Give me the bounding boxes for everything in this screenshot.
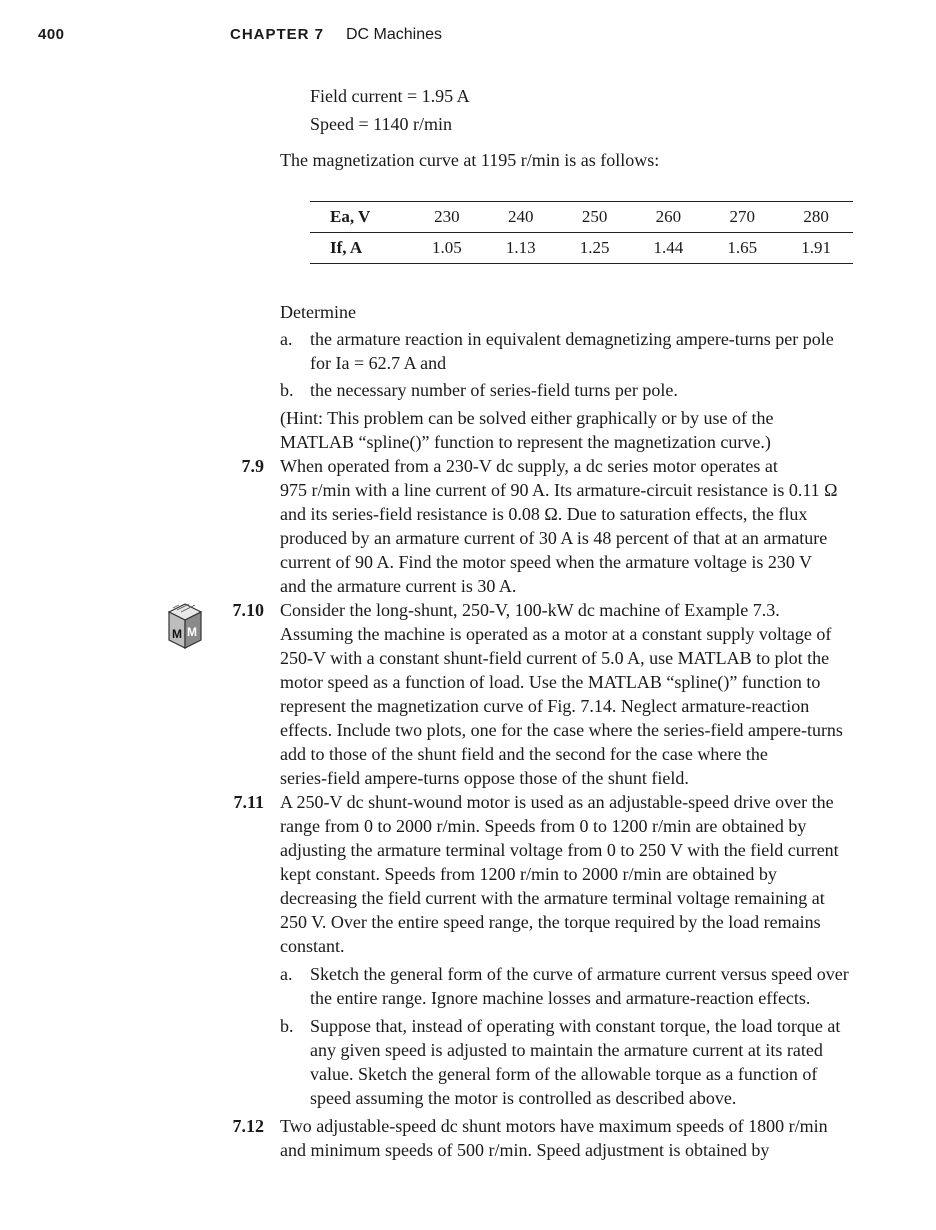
problem-line: represent the magnetization curve of Fig. 7.14. Neglect armature-reaction [280,696,810,716]
table-cell: 270 [705,202,779,233]
chapter-title: DC Machines [346,26,443,43]
problem-7-12-text [280,1114,828,1162]
problem-line: series-field ampere-turns oppose those of the shunt field. [280,768,689,788]
problem-line: effects. Include two plots, one for the case where the series-field ampere-turns [280,720,843,740]
page-number: 400 [38,26,65,43]
problem-line: adjusting the armature terminal voltage from 0 to 250 V with the field current [280,840,839,860]
problem-line: When operated from a 230-V dc supply, a dc series motor operates at [280,456,778,476]
table-cell: 1.25 [558,233,632,264]
list-marker: a. [280,964,293,984]
problem-line: current of 90 A. Find the motor speed when the armature voltage is 230 V [280,552,813,572]
problem-line: speed assuming the motor is controlled as described above. [310,1088,737,1108]
given-speed: Speed = 1140 r/min [310,114,452,134]
chapter-label: CHAPTER 7 [230,26,325,43]
problem-line: 250-V with a constant shunt-field current of 5.0 A, use MATLAB to plot the [280,648,830,668]
problem-line: any given speed is adjusted to maintain the armature current at its rated [310,1040,823,1060]
problem-line: kept constant. Speeds from 1200 r/min to 2000 r/min are obtained by [280,864,777,884]
problem-number-7-9: 7.9 [241,456,264,476]
problem-number-7-11: 7.11 [233,792,264,812]
problem-line: add to those of the shunt field and the second for the case where the [280,744,768,764]
determine-a-line: for Ia = 62.7 A and [310,353,447,373]
problem-7-11-b [310,1014,840,1110]
problem-line: constant. [280,936,345,956]
hint-line: (Hint: This problem can be solved either graphically or by use of the [280,408,774,428]
table-cell: 240 [484,202,558,233]
problem-line: range from 0 to 2000 r/min. Speeds from 0 to 1200 r/min are obtained by [280,816,807,836]
list-marker: b. [280,1016,294,1036]
determine-title: Determine [280,302,356,322]
problem-line: Sketch the general form of the curve of armature current versus speed over [310,964,849,984]
table-row-label: If, A [310,233,410,264]
problem-line: Assuming the machine is operated as a motor at a constant supply voltage of [280,624,832,644]
problem-line: Two adjustable-speed dc shunt motors have maximum speeds of 1800 r/min [280,1116,828,1136]
problem-7-10-text [280,598,843,790]
problem-line: produced by an armature current of 30 A is 48 percent of that at an armature [280,528,828,548]
table-cell: 1.91 [779,233,853,264]
hint-line: MATLAB “spline()” function to represent the magnetization curve.) [280,432,771,452]
determine-a-line: the armature reaction in equivalent demagnetizing ampere-turns per pole [310,329,834,349]
table-cell: 1.13 [484,233,558,264]
problem-line: Consider the long-shunt, 250-V, 100-kW dc machine of Example 7.3. [280,600,780,620]
problem-line: and its series-field resistance is 0.08 Ω. Due to saturation effects, the flux [280,504,808,524]
table-cell: 280 [779,202,853,233]
given-field-current: Field current = 1.95 A [310,86,470,106]
problem-7-11-text [280,790,839,958]
svg-text:M: M [187,625,197,639]
table-cell: 1.65 [705,233,779,264]
problem-line: value. Sketch the general form of the allowable torque as a function of [310,1064,818,1084]
table-cell: 1.05 [410,233,484,264]
table-cell: 250 [558,202,632,233]
problem-line: Suppose that, instead of operating with constant torque, the load torque at [310,1016,841,1036]
problem-line: and minimum speeds of 500 r/min. Speed adjustment is obtained by [280,1140,770,1160]
problem-number-7-12: 7.12 [232,1116,264,1136]
list-marker: b. [280,380,294,400]
table-row-label: Ea, V [310,202,410,233]
problem-7-11-a [310,962,849,1010]
svg-text:M: M [172,627,182,641]
determine-b-line: the necessary number of series-field turns per pole. [310,380,678,400]
table-row-if [310,233,853,264]
problem-line: the entire range. Ignore machine losses and armature-reaction effects. [310,988,811,1008]
magnetization-table [310,201,853,264]
table-row-ea [310,202,853,233]
table-cell: 1.44 [631,233,705,264]
list-marker: a. [280,329,293,349]
problem-line: motor speed as a function of load. Use the MATLAB “spline()” function to [280,672,821,692]
problem-line: 250 V. Over the entire speed range, the torque required by the load remains [280,912,821,932]
problem-line: decreasing the field current with the armature terminal voltage remaining at [280,888,825,908]
table-cell: 230 [410,202,484,233]
problem-line: 975 r/min with a line current of 90 A. Its armature-circuit resistance is 0.11 Ω [280,480,838,500]
table-cell: 260 [631,202,705,233]
problem-number-7-10: 7.10 [232,600,264,620]
problem-line: A 250-V dc shunt-wound motor is used as an adjustable-speed drive over the [280,792,834,812]
intro-text: The magnetization curve at 1195 r/min is as follows: [280,150,660,170]
problem-7-9-text [280,454,838,598]
matlab-cube-icon [165,598,205,654]
problem-line: and the armature current is 30 A. [280,576,517,596]
